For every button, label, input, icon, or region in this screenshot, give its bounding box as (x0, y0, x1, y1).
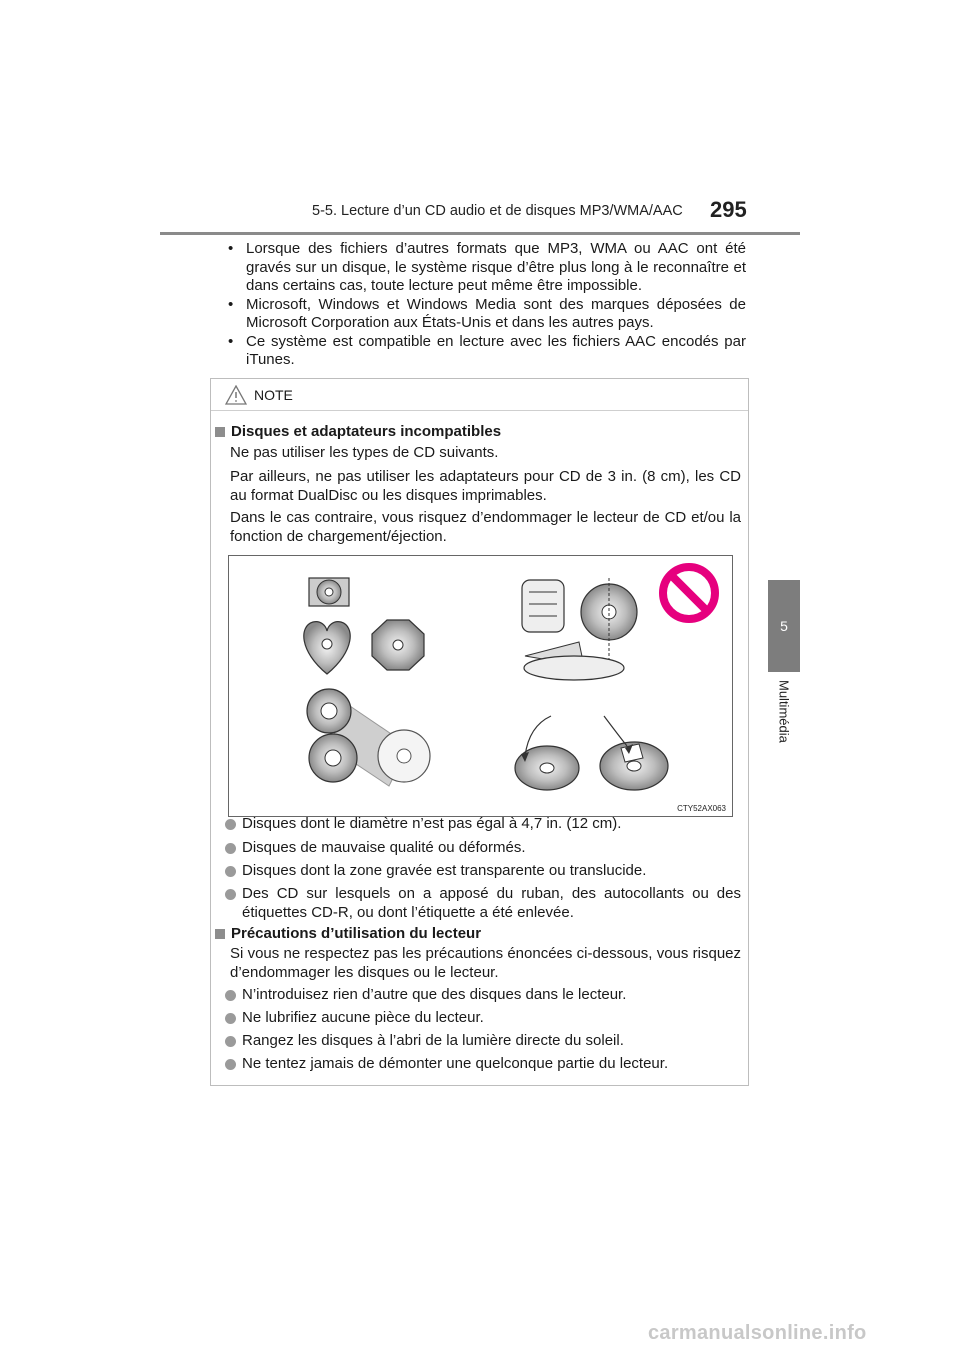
intro-bullet: • Ce système est compatible en lecture avec les fichiers AAC encodés par iTunes. (222, 333, 746, 370)
dualdisc-icon (522, 578, 637, 680)
round-bullet-icon (225, 889, 236, 900)
incompatible-item (223, 815, 741, 834)
round-bullet-icon (225, 990, 236, 1001)
incompatible-item (223, 839, 741, 858)
note-header (211, 379, 748, 411)
intro-bullet-list (222, 240, 746, 370)
chapter-tab (768, 580, 800, 672)
small-disc-icon (309, 578, 349, 606)
precaution-item-text: Ne lubrifiez aucune pièce du lecteur. (242, 1009, 484, 1026)
octagon-disc-icon (372, 620, 424, 670)
round-bullet-icon (225, 866, 236, 877)
incompatible-discs-illustration (228, 555, 733, 817)
round-bullet-icon (225, 1013, 236, 1024)
precaution-item-text: Ne tentez jamais de démonter une quelconque partie du lecteur. (242, 1055, 669, 1072)
section-heading-text: Disques et adaptateurs incompatibles (231, 423, 502, 440)
illustration-code: CTY52AX063 (677, 804, 726, 813)
round-bullet-icon (225, 1036, 236, 1047)
square-bullet-icon (215, 427, 225, 437)
page-number: 295 (710, 197, 747, 222)
section-heading (215, 423, 501, 440)
incompatible-item-text: Des CD sur lesquels on a apposé du ruban, des autocollants ou des étiquettes CD-R, ou dont l’étiquette a été enlevée. (242, 885, 741, 921)
incompatible-item (223, 862, 741, 881)
section-heading-text: Précautions d’utilisation du lecteur (231, 925, 482, 942)
discs-drawing (229, 556, 732, 816)
precaution-item (223, 1055, 741, 1074)
heart-disc-icon (304, 622, 350, 674)
note-paragraph: Dans le cas contraire, vous risquez d’endommager le lecteur de CD et/ou la fonction de chargement/éjection. (230, 509, 741, 545)
prohibited-sign-icon (663, 567, 715, 619)
section-header: 5-5. Lecture d’un CD audio et de disques MP3/WMA/AAC (312, 203, 683, 219)
chapter-number: 5 (780, 618, 788, 634)
precaution-item-text: N’introduisez rien d’autre que des disques dans le lecteur. (242, 986, 627, 1003)
intro-bullet: • Lorsque des fichiers d’autres formats que MP3, WMA ou AAC ont été gravés sur un disque, le système risque d’être plus long à le reconnaître et dans certains cas, toute lecture peut même être impossible. (222, 240, 746, 296)
warning-triangle-icon (225, 385, 247, 405)
square-bullet-icon (215, 929, 225, 939)
header-rule (160, 232, 800, 235)
adaptor-discs-icon (307, 689, 430, 786)
note-paragraph: Ne pas utiliser les types de CD suivants. (230, 444, 499, 461)
section-heading (215, 925, 481, 942)
watermark: carmanualsonline.info (648, 1322, 867, 1344)
note-paragraph: Par ailleurs, ne pas utiliser les adaptateurs pour CD de 3 in. (8 cm), les CD au format DualDisc ou les disques imprimables. (230, 468, 741, 504)
note-paragraph: Si vous ne respectez pas les précautions énoncées ci-dessous, vous risquez d’endommager les disques ou le lecteur. (230, 945, 741, 981)
chapter-label: Multimédia (776, 680, 792, 743)
incompatible-item-text: Disques dont le diamètre n’est pas égal à 4,7 in. (12 cm). (242, 815, 622, 832)
round-bullet-icon (225, 819, 236, 830)
precaution-item (223, 986, 741, 1005)
precaution-item (223, 1032, 741, 1051)
taped-disc-icon (515, 716, 579, 790)
round-bullet-icon (225, 843, 236, 854)
note-title: NOTE (254, 387, 293, 403)
incompatible-item-text: Disques de mauvaise qualité ou déformés. (242, 839, 526, 856)
intro-bullet: • Microsoft, Windows et Windows Media sont des marques déposées de Microsoft Corporation aux États-Unis et dans les autres pays. (222, 296, 746, 333)
incompatible-item (223, 885, 741, 922)
precaution-item-text: Rangez les disques à l’abri de la lumière directe du soleil. (242, 1032, 624, 1049)
round-bullet-icon (225, 1059, 236, 1070)
labeled-disc-icon (600, 716, 668, 790)
note-box (210, 378, 749, 1086)
precaution-item (223, 1009, 741, 1028)
incompatible-item-text: Disques dont la zone gravée est transparente ou translucide. (242, 862, 647, 879)
